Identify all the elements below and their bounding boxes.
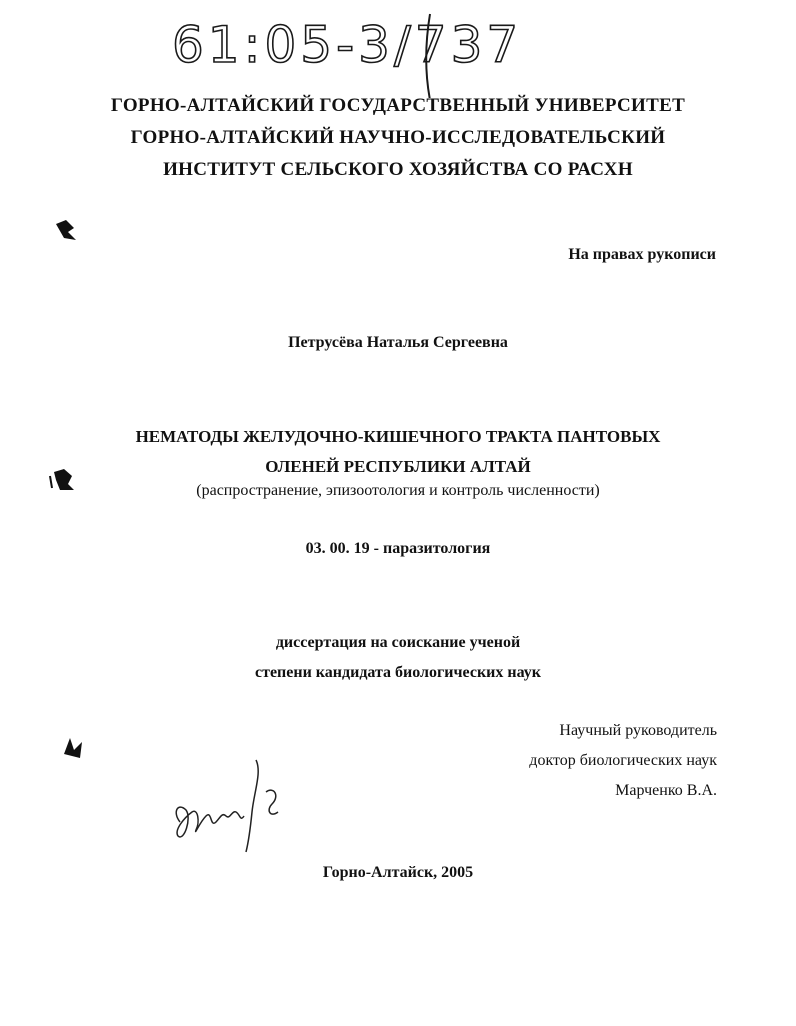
header-line-1: ГОРНО-АЛТАЙСКИЙ ГОСУДАРСТВЕННЫЙ УНИВЕРСИТЕТ xyxy=(110,95,686,116)
city-year: Горно-Алтайск, 2005 xyxy=(322,864,474,881)
title-line-2: ОЛЕНЕЙ РЕСПУБЛИКИ АЛТАЙ xyxy=(265,457,531,476)
manuscript-rights-note: На правах рукописи xyxy=(568,246,716,263)
signature-icon xyxy=(170,752,290,862)
dissertation-title xyxy=(0,422,796,482)
author-name: Петрусёва Наталья Сергеевна xyxy=(288,334,508,351)
handwritten-archive-number xyxy=(168,8,588,98)
degree-statement xyxy=(0,628,796,688)
degree-line-1: диссертация на соискание ученой xyxy=(275,634,521,651)
supervisor-degree: доктор биологических наук xyxy=(529,752,717,769)
stamp-mark-icon xyxy=(52,216,82,246)
supervisor-block xyxy=(430,716,717,806)
stamp-mark-icon xyxy=(60,734,90,764)
supervisor-role: Научный руководитель xyxy=(559,722,717,739)
archive-number-text: 61:05-3/737 xyxy=(172,16,523,74)
header-line-2: ГОРНО-АЛТАЙСКИЙ НАУЧНО-ИССЛЕДОВАТЕЛЬСКИЙ xyxy=(130,127,666,148)
title-line-1: НЕМАТОДЫ ЖЕЛУДОЧНО-КИШЕЧНОГО ТРАКТА ПАНТОВЫХ xyxy=(135,427,661,446)
supervisor-name: Марченко В.А. xyxy=(615,782,717,799)
header-line-3: ИНСТИТУТ СЕЛЬСКОГО ХОЗЯЙСТВА СО РАСХН xyxy=(163,159,633,180)
specialty-code: 03. 00. 19 - паразитология xyxy=(305,540,491,557)
degree-line-2: степени кандидата биологических наук xyxy=(254,664,541,681)
dissertation-subtitle: (распространение, эпизоотология и контроль численности) xyxy=(196,482,600,499)
university-header xyxy=(0,90,796,186)
